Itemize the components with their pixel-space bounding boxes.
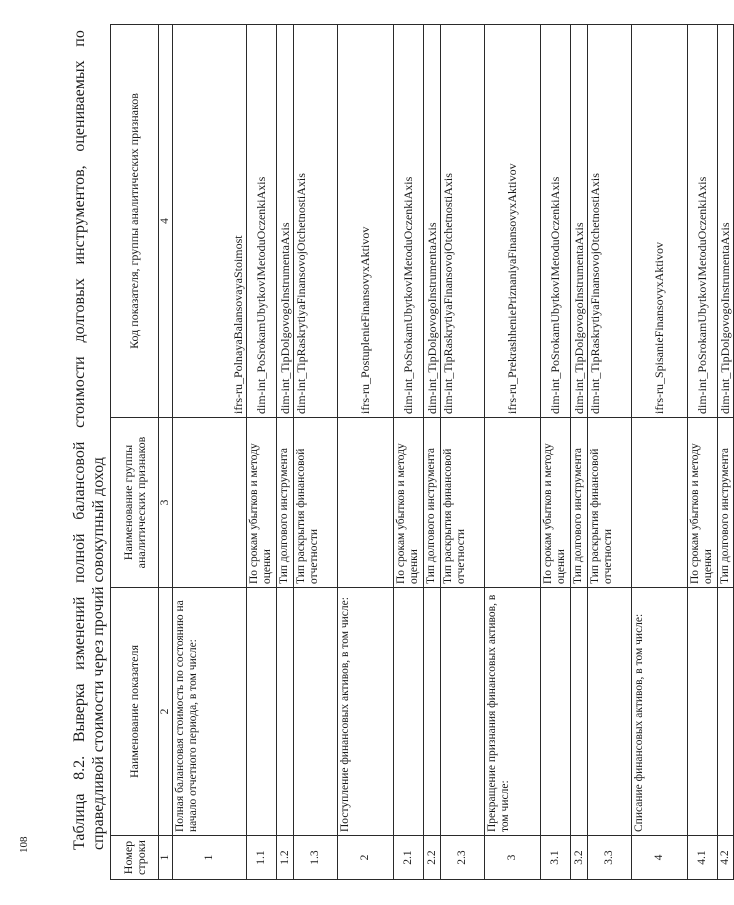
indicator-name	[294, 588, 338, 836]
header-code: Код показателя, группы аналитических признаков	[111, 25, 159, 418]
caption-word: долговых	[71, 278, 88, 343]
indicator-name	[424, 588, 441, 836]
caption-word: стоимости	[71, 356, 88, 428]
indicator-code: dim-int_TipRaskrytiyaFinansovojOtchetnostiAxis	[294, 25, 338, 418]
caption-word: полной	[71, 533, 88, 583]
table-row	[424, 25, 441, 880]
table-row	[688, 25, 718, 880]
group-name: По срокам убытков и методу оценки	[541, 418, 571, 588]
table-row	[718, 25, 734, 880]
group-name: Тип раскрытия финансовой отчетности	[441, 418, 485, 588]
header-row-number: Номер строки	[111, 836, 159, 880]
indicator-code: dim-int_TipDolgovogoInstrumentaAxis	[277, 25, 294, 418]
indicator-name: Прекращение признания финансовых активов, в том числе:	[485, 588, 541, 836]
table-row	[571, 25, 588, 880]
table-row	[277, 25, 294, 880]
indicator-code: dim-int_PoSrokamUbytkovIMetoduOczenkiAxis	[688, 25, 718, 418]
indicator-name	[718, 588, 734, 836]
group-name: Тип долгового инструмента	[277, 418, 294, 588]
indicator-name: Поступление финансовых активов, в том числе:	[338, 588, 394, 836]
indicator-code: ifrs-ru_PrekrashheniePriznaniyaFinansovyxAktivov	[485, 25, 541, 418]
column-number: 2	[159, 588, 173, 836]
group-name: Тип раскрытия финансовой отчетности	[588, 418, 632, 588]
row-number: 2.2	[424, 836, 441, 880]
table-row	[541, 25, 571, 880]
row-number: 4.2	[718, 836, 734, 880]
indicator-code: dim-int_PoSrokamUbytkovIMetoduOczenkiAxis	[541, 25, 571, 418]
table-header-row	[111, 25, 159, 880]
table-row	[441, 25, 485, 880]
caption-line-1	[70, 30, 89, 850]
column-number-row	[159, 25, 173, 880]
row-number: 1.2	[277, 836, 294, 880]
indicator-name	[394, 588, 424, 836]
column-number: 1	[159, 836, 173, 880]
indicator-code: dim-int_TipDolgovogoInstrumentaAxis	[718, 25, 734, 418]
caption-word: инструментов,	[71, 165, 88, 265]
indicator-code: dim-int_TipDolgovogoInstrumentaAxis	[571, 25, 588, 418]
row-number: 2.1	[394, 836, 424, 880]
column-number: 3	[159, 418, 173, 588]
row-number: 3.1	[541, 836, 571, 880]
row-number: 1	[173, 836, 247, 880]
table-row	[485, 25, 541, 880]
indicator-name: Полная балансовая стоимость по состоянию на начало отчетного периода, в том числе:	[173, 588, 247, 836]
table-row	[632, 25, 688, 880]
group-name	[173, 418, 247, 588]
row-number: 4	[632, 836, 688, 880]
group-name: По срокам убытков и методу оценки	[688, 418, 718, 588]
row-number: 1.3	[294, 836, 338, 880]
caption-word: балансовой	[71, 441, 88, 520]
row-number: 4.1	[688, 836, 718, 880]
indicator-code: ifrs-ru_PolnayaBalansovayaStoimost	[173, 25, 247, 418]
table-caption	[70, 30, 108, 850]
caption-line-2: справедливой стоимости через прочий совокупный доход	[90, 457, 107, 850]
table-row	[588, 25, 632, 880]
group-name: Тип долгового инструмента	[718, 418, 734, 588]
indicator-code: dim-int_TipRaskrytiyaFinansovojOtchetnostiAxis	[441, 25, 485, 418]
group-name: По срокам убытков и методу оценки	[247, 418, 277, 588]
row-number: 3.3	[588, 836, 632, 880]
table-row	[247, 25, 277, 880]
group-name	[485, 418, 541, 588]
indicator-name	[588, 588, 632, 836]
caption-word: 8.2.	[71, 755, 88, 780]
caption-word: Таблица	[71, 793, 88, 850]
indicator-code: ifrs-ru_SpisanieFinansovyxAktivov	[632, 25, 688, 418]
caption-word: Выверка	[71, 683, 88, 743]
group-name: Тип долгового инструмента	[571, 418, 588, 588]
indicator-name	[441, 588, 485, 836]
page-number: 108	[18, 836, 30, 853]
group-name	[632, 418, 688, 588]
table-row	[338, 25, 394, 880]
group-name: Тип раскрытия финансовой отчетности	[294, 418, 338, 588]
row-number: 1.1	[247, 836, 277, 880]
indicator-code: dim-int_TipRaskrytiyaFinansovojOtchetnostiAxis	[588, 25, 632, 418]
table-row	[394, 25, 424, 880]
indicator-code: ifrs-ru_PostuplenieFinansovyxAktivov	[338, 25, 394, 418]
row-number: 2.3	[441, 836, 485, 880]
table-row	[294, 25, 338, 880]
row-number: 3	[485, 836, 541, 880]
caption-word: изменений	[71, 596, 88, 670]
caption-word: по	[71, 30, 88, 47]
indicator-name	[571, 588, 588, 836]
group-name: Тип долгового инструмента	[424, 418, 441, 588]
row-number: 2	[338, 836, 394, 880]
group-name: По срокам убытков и методу оценки	[394, 418, 424, 588]
column-number: 4	[159, 25, 173, 418]
indicator-code: dim-int_TipDolgovogoInstrumentaAxis	[424, 25, 441, 418]
indicator-name	[688, 588, 718, 836]
row-number: 3.2	[571, 836, 588, 880]
indicator-code: dim-int_PoSrokamUbytkovIMetoduOczenkiAxis	[247, 25, 277, 418]
indicator-name: Списание финансовых активов, в том числе:	[632, 588, 688, 836]
indicator-name	[277, 588, 294, 836]
group-name	[338, 418, 394, 588]
indicator-name	[541, 588, 571, 836]
indicator-code: dim-int_PoSrokamUbytkovIMetoduOczenkiAxis	[394, 25, 424, 418]
table-row	[173, 25, 247, 880]
header-indicator-name: Наименование показателя	[111, 588, 159, 836]
header-group-name: Наименование группы аналитических признаков	[111, 418, 159, 588]
caption-word: оцениваемых	[71, 60, 88, 152]
reconciliation-table	[110, 24, 734, 880]
indicator-name	[247, 588, 277, 836]
